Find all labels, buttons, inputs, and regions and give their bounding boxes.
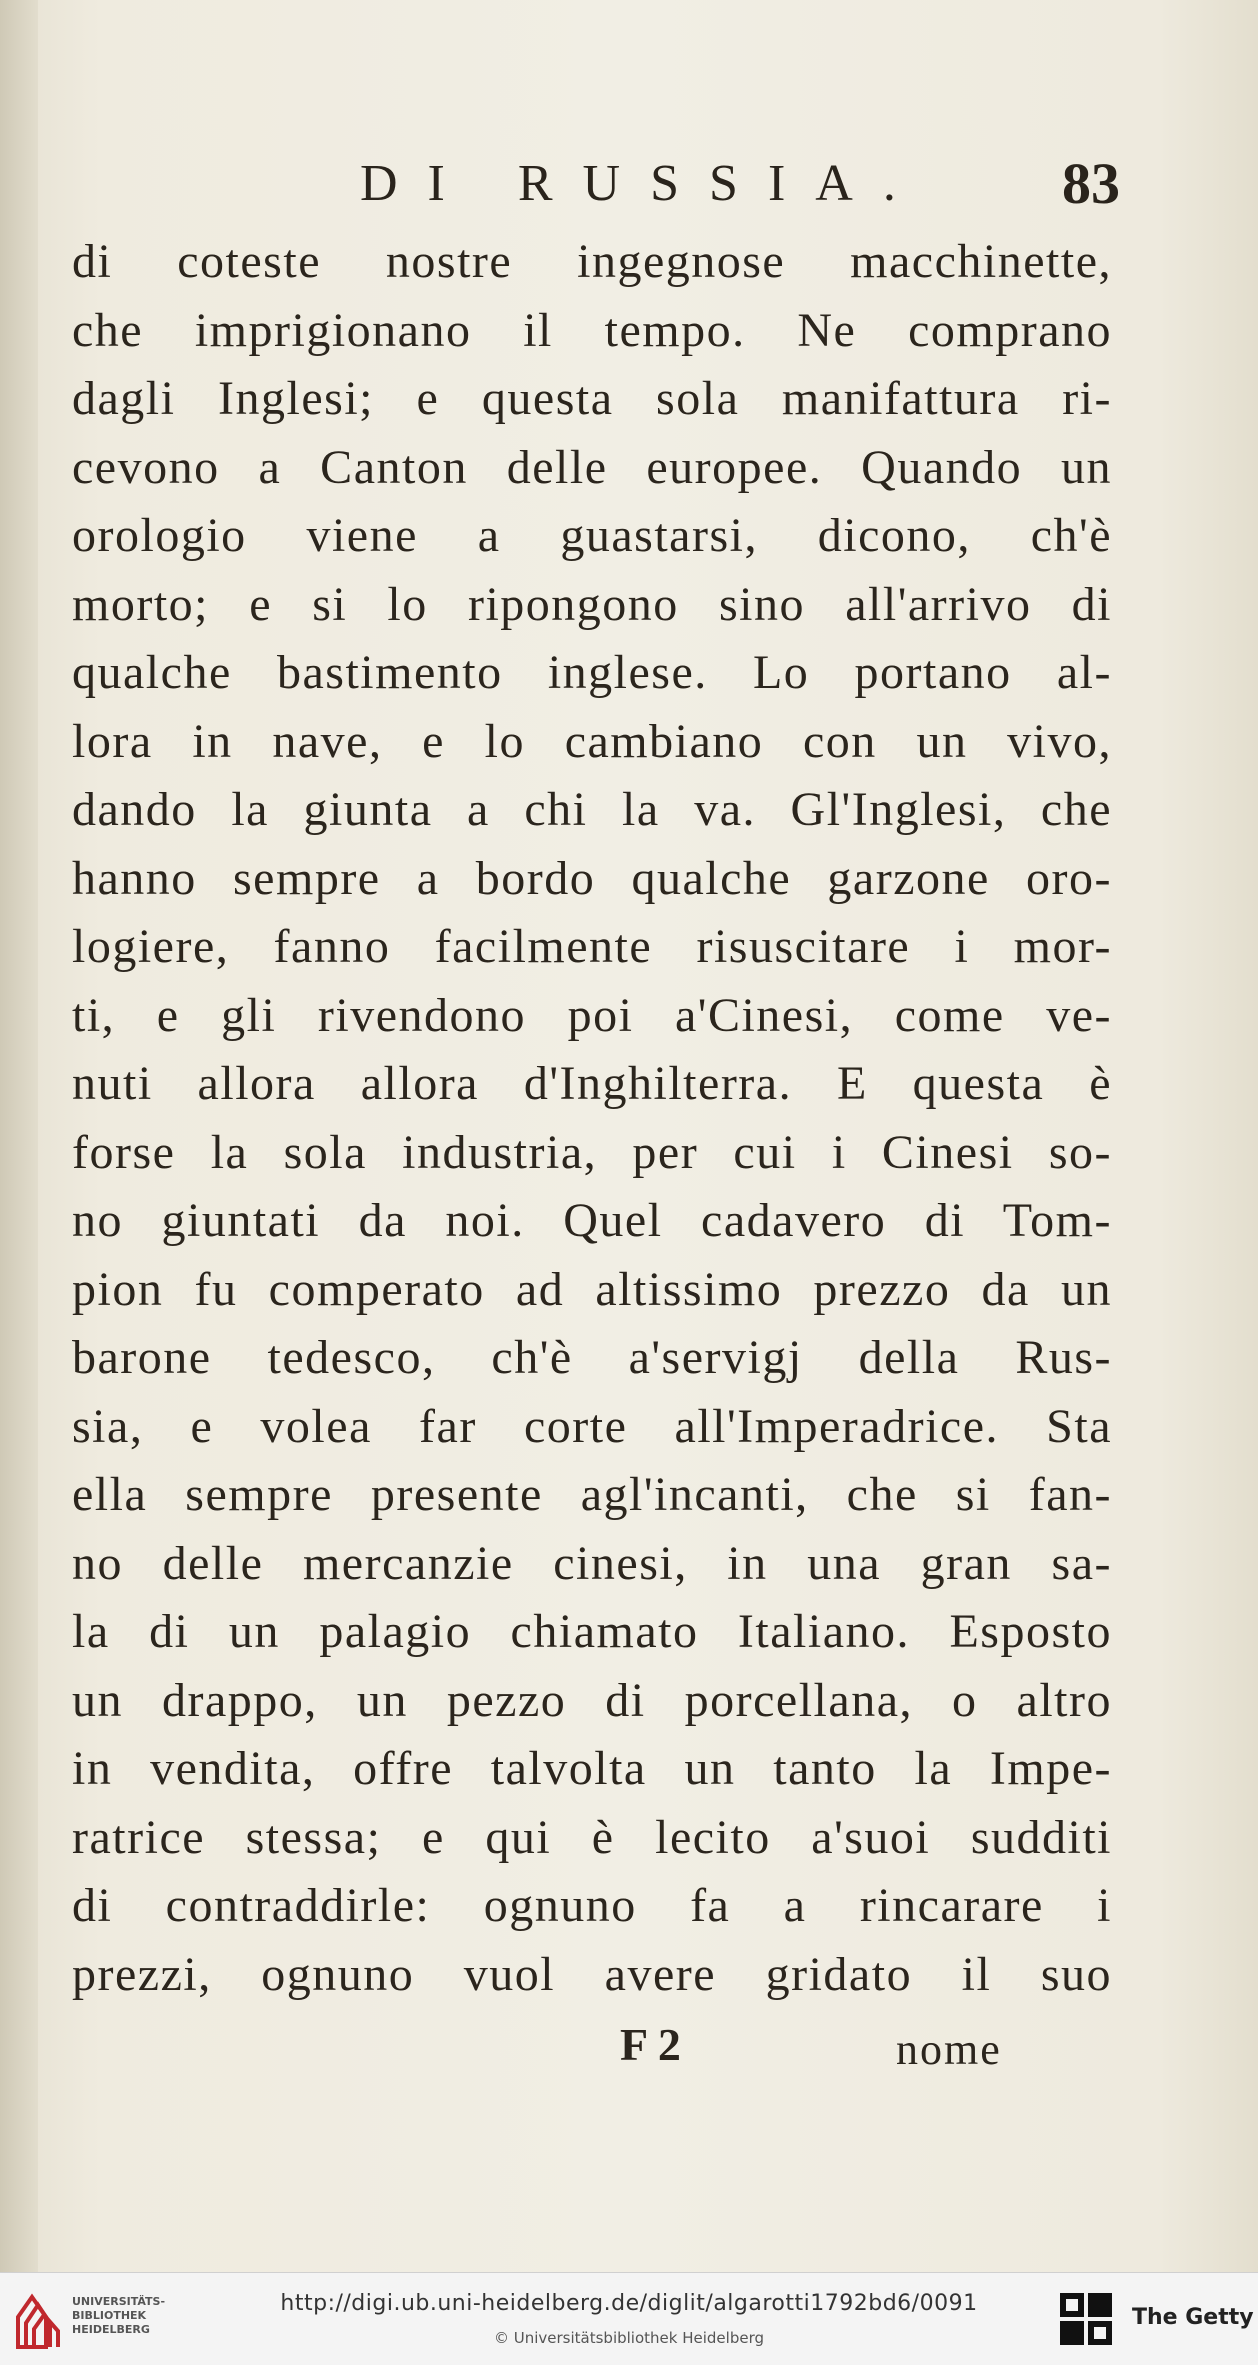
text-line: hanno sempre a bordo qualche garzone oro- [72, 851, 1112, 905]
text-line: nuti allora allora d'Inghilterra. E questa è [72, 1057, 1112, 1110]
library-name-line: HEIDELBERG [72, 2323, 150, 2336]
library-name-line: BIBLIOTHEK [72, 2309, 147, 2322]
header-title: DI RUSSIA. [360, 155, 926, 212]
text-line: morto; e si lo ripongono sino all'arrivo di [72, 577, 1112, 631]
signature-mark: F 2 [620, 2019, 681, 2070]
text-line: no delle mercanzie cinesi, in una gran sa- [72, 1536, 1112, 1590]
running-header [360, 150, 1120, 220]
text-line: dando la giunta a chi la va. Gl'Inglesi, che [72, 783, 1112, 836]
text-line: pion fu comperato ad altissimo prezzo da un [72, 1262, 1112, 1316]
text-line: ratrice stessa; e qui è lecito a'suoi sudditi [72, 1810, 1112, 1864]
page-gutter [0, 0, 38, 2272]
text-line: barone tedesco, ch'è a'servigj della Rus- [72, 1331, 1112, 1384]
text-line: prezzi, ognuno vuol avere gridato il suo [72, 1947, 1112, 2001]
text-line: lora in nave, e lo cambiano con un vivo, [72, 714, 1112, 768]
catchword: nome [896, 2025, 1002, 2074]
text-line: logiere, fanno facilmente risuscitare i mor- [72, 920, 1112, 973]
library-name-line: UNIVERSITÄTS- [72, 2295, 166, 2308]
text-line: la di un palagio chiamato Italiano. Esposto [72, 1605, 1112, 1658]
text-line: cevono a Canton delle europee. Quando un [72, 440, 1112, 494]
text-line: ella sempre presente agl'incanti, che si fan- [72, 1468, 1112, 1521]
text-line: ti, e gli rivendono poi a'Cinesi, come ve- [72, 988, 1112, 1042]
text-line: dagli Inglesi; e questa sola manifattura ri- [72, 372, 1112, 425]
permalink-url[interactable]: http://digi.ub.uni-heidelberg.de/diglit/algarotti1792bd6/0091 [280, 2291, 978, 2316]
text-line: che imprigionano il tempo. Ne comprano [72, 303, 1112, 357]
viewer-footer [0, 2272, 1258, 2365]
text-line: sia, e volea far corte all'Imperadrice. Sta [72, 1399, 1112, 1453]
page-number: 83 [1062, 151, 1120, 216]
getty-logo-icon[interactable] [1058, 2291, 1114, 2349]
text-line: in vendita, offre talvolta un tanto la Impe- [72, 1742, 1112, 1795]
getty-name: The Getty [1132, 2305, 1254, 2330]
text-line: qualche bastimento inglese. Lo portano al- [72, 646, 1112, 699]
text-line: forse la sola industria, per cui i Cinesi so- [72, 1125, 1112, 1179]
text-line: no giuntati da noi. Quel cadavero di Tom- [72, 1194, 1112, 1247]
text-line: un drappo, un pezzo di porcellana, o altro [72, 1673, 1112, 1727]
text-line: di contraddirle: ognuno fa a rincarare i [72, 1879, 1112, 1932]
text-line: orologio viene a guastarsi, dicono, ch'è [72, 509, 1112, 562]
text-line: di coteste nostre ingegnose macchinette, [72, 235, 1112, 288]
body-text [72, 228, 1112, 2009]
copyright-notice: © Universitätsbibliothek Heidelberg [493, 2329, 764, 2347]
